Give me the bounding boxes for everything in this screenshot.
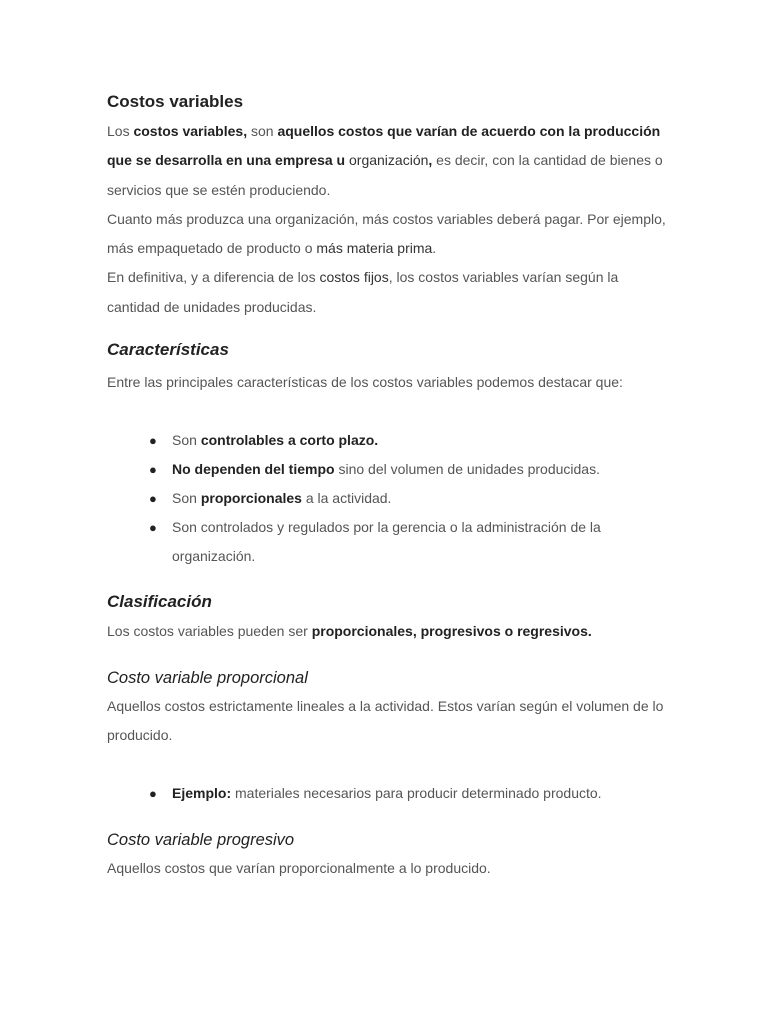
heading-costos-variables: Costos variables: [107, 92, 244, 111]
bold-run: proporcionales, progresivos o regresivos.: [311, 623, 592, 640]
bold-run: costos variables,: [133, 123, 248, 139]
text-run: a la actividad.: [301, 490, 392, 507]
text-run: .: [432, 240, 437, 257]
bold-run: proporcionales: [200, 490, 302, 507]
text-run: En definitiva, y a diferencia de los: [107, 269, 320, 286]
paragraph-costo-proporcional: Aquellos costos estrictamente lineales a la actividad. Estos varían según el volumen de lo producido.: [107, 697, 664, 743]
list-item: [107, 513, 667, 571]
text-run: materiales necesarios para producir determinado producto.: [231, 785, 602, 802]
caracteristicas-list: [107, 426, 667, 571]
text-run: Los costos variables pueden ser: [107, 623, 312, 640]
text-run: son: [247, 123, 278, 139]
list-item: [107, 426, 667, 455]
bullet-icon: ●: [149, 786, 157, 802]
bullet-icon: ●: [149, 462, 157, 478]
text-run: sino del volumen de unidades producidas.: [334, 461, 600, 478]
text-run: organización: [345, 152, 429, 169]
paragraph-definition: [107, 117, 667, 205]
text-run: costos fijos: [319, 269, 389, 286]
text-run: Son: [172, 490, 201, 507]
bold-run: controlables a corto plazo.: [200, 432, 379, 449]
list-item: [107, 455, 667, 484]
text-run: es decir, con la cantidad de bienes o servicios que se estén produciendo.: [107, 152, 663, 198]
heading-clasificacion: Clasificación: [107, 592, 212, 612]
text-run: Los: [107, 123, 134, 139]
bold-run: No dependen del tiempo: [172, 461, 335, 478]
paragraph-summary: [107, 263, 667, 322]
proporcional-example-list: [107, 779, 667, 808]
paragraph-clasificacion: [107, 617, 667, 646]
text-run: más materia prima: [316, 240, 433, 257]
text-run: Son: [172, 432, 201, 449]
paragraph-example: [107, 205, 667, 264]
paragraph-caracteristicas-intro: Entre las principales características de los costos variables podemos destacar que:: [107, 374, 623, 391]
text-run: Son controlados y regulados por la gerencia o la administración de la organización.: [172, 519, 601, 565]
text-run: Cuanto más produzca una organización, más costos variables deberá pagar. Por ejemplo, más empaquetado de producto o: [107, 210, 666, 257]
heading-costo-proporcional: Costo variable proporcional: [107, 668, 308, 687]
bold-run: Ejemplo:: [172, 785, 232, 802]
text-run: , los costos variables varían según la cantidad de unidades producidas.: [107, 269, 619, 315]
heading-caracteristicas: Características: [107, 340, 229, 360]
heading-costo-progresivo: Costo variable progresivo: [107, 831, 295, 850]
paragraph-costo-progresivo: Aquellos costos que varían proporcionalmente a lo producido.: [107, 860, 491, 877]
bullet-icon: ●: [149, 520, 157, 536]
list-item: [107, 779, 667, 808]
document-body: [107, 90, 667, 884]
bold-run: ,: [428, 152, 433, 169]
list-item: [107, 484, 667, 513]
bullet-icon: ●: [149, 491, 157, 507]
bold-run: aquellos costos que varían de acuerdo con la producción que se desarrolla en una empresa u: [107, 123, 661, 169]
bullet-icon: ●: [149, 433, 157, 449]
